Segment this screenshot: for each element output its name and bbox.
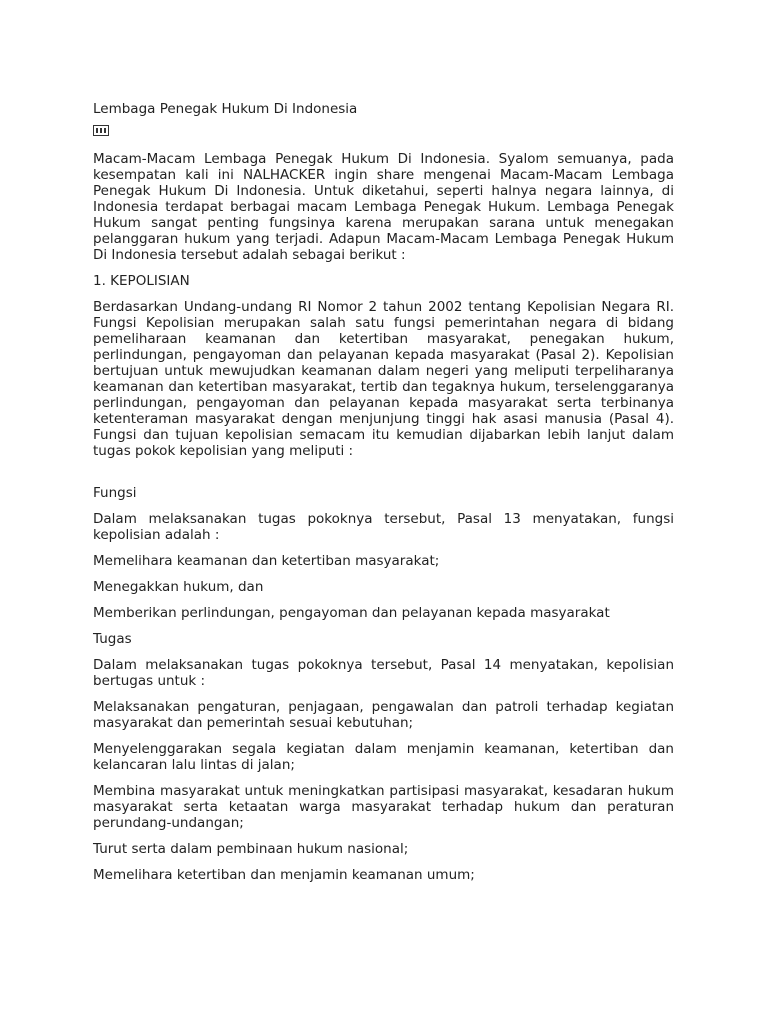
fungsi-item: Memelihara keamanan dan ketertiban masyarakat;: [93, 553, 440, 569]
subheading-tugas: Tugas: [93, 631, 132, 647]
blank-line: [93, 469, 674, 485]
glyph-row: [93, 123, 674, 135]
tugas-item: Turut serta dalam pembinaan hukum nasional;: [93, 841, 409, 857]
document-title: Lembaga Penegak Hukum Di Indonesia: [93, 101, 358, 117]
subheading-fungsi: Fungsi: [93, 485, 137, 501]
tugas-item: Menyelenggarakan segala kegiatan dalam menjamin keamanan, ketertiban dan kelancaran lalu lintas di jalan;: [93, 741, 674, 773]
document-page: [93, 101, 674, 893]
fungsi-item: Menegakkan hukum, dan: [93, 579, 264, 595]
tugas-item: Membina masyarakat untuk meningkatkan partisipasi masyarakat, kesadaran hukum masyarakat serta ketaatan warga masyarakat terhadap hukum dan peraturan perundang-undangan;: [93, 783, 674, 831]
intro-paragraph: Macam-Macam Lembaga Penegak Hukum Di Indonesia. Syalom semuanya, pada kesempatan kali ini NALHACKER ingin share mengenai Macam-Macam Lembaga Penegak Hukum Di Indonesia. Untuk diketahui, seperti halnya negara lainnya, di Indonesia terdapat berbagai macam Lembaga Penegak Hukum. Lembaga Penegak Hukum sangat penting fungsinya karena merupakan sarana untuk menegakan pelanggaran hukum yang terjadi. Adapun Macam-Macam Lembaga Penegak Hukum Di Indonesia tersebut adalah sebagai berikut :: [93, 151, 674, 263]
fungsi-intro-paragraph: Dalam melaksanakan tugas pokoknya tersebut, Pasal 13 menyatakan, fungsi kepolisian adalah :: [93, 511, 674, 543]
fungsi-item: Memberikan perlindungan, pengayoman dan pelayanan kepada masyarakat: [93, 605, 610, 621]
tugas-item: Melaksanakan pengaturan, penjagaan, pengawalan dan patroli terhadap kegiatan masyarakat dan pemerintah sesuai kebutuhan;: [93, 699, 674, 731]
tugas-item: Memelihara ketertiban dan menjamin keamanan umum;: [93, 867, 475, 883]
missing-glyph-icon: [93, 125, 109, 136]
section-paragraph-kepolisian: Berdasarkan Undang-undang RI Nomor 2 tahun 2002 tentang Kepolisian Negara RI. Fungsi Kepolisian merupakan salah satu fungsi pemerintahan negara di bidang pemeliharaan keamanan dan ketertiban masyarakat, penegakan hukum, perlindungan, pengayoman dan pelayanan kepada masyarakat (Pasal 2). Kepolisian bertujuan untuk mewujudkan keamanan dalam negeri yang meliputi terpeliharanya keamanan dan ketertiban masyarakat, tertib dan tegaknya hukum, terselenggaranya perlindungan, pengayoman dan pelayanan kepada masyarakat serta terbinanya ketenteraman masyarakat dengan menjunjung tinggi hak asasi manusia (Pasal 4). Fungsi dan tujuan kepolisian semacam itu kemudian dijabarkan lebih lanjut dalam tugas pokok kepolisian yang meliputi :: [93, 299, 674, 459]
tugas-intro-paragraph: Dalam melaksanakan tugas pokoknya tersebut, Pasal 14 menyatakan, kepolisian bertugas untuk :: [93, 657, 674, 689]
section-heading-kepolisian: 1. KEPOLISIAN: [93, 273, 190, 289]
